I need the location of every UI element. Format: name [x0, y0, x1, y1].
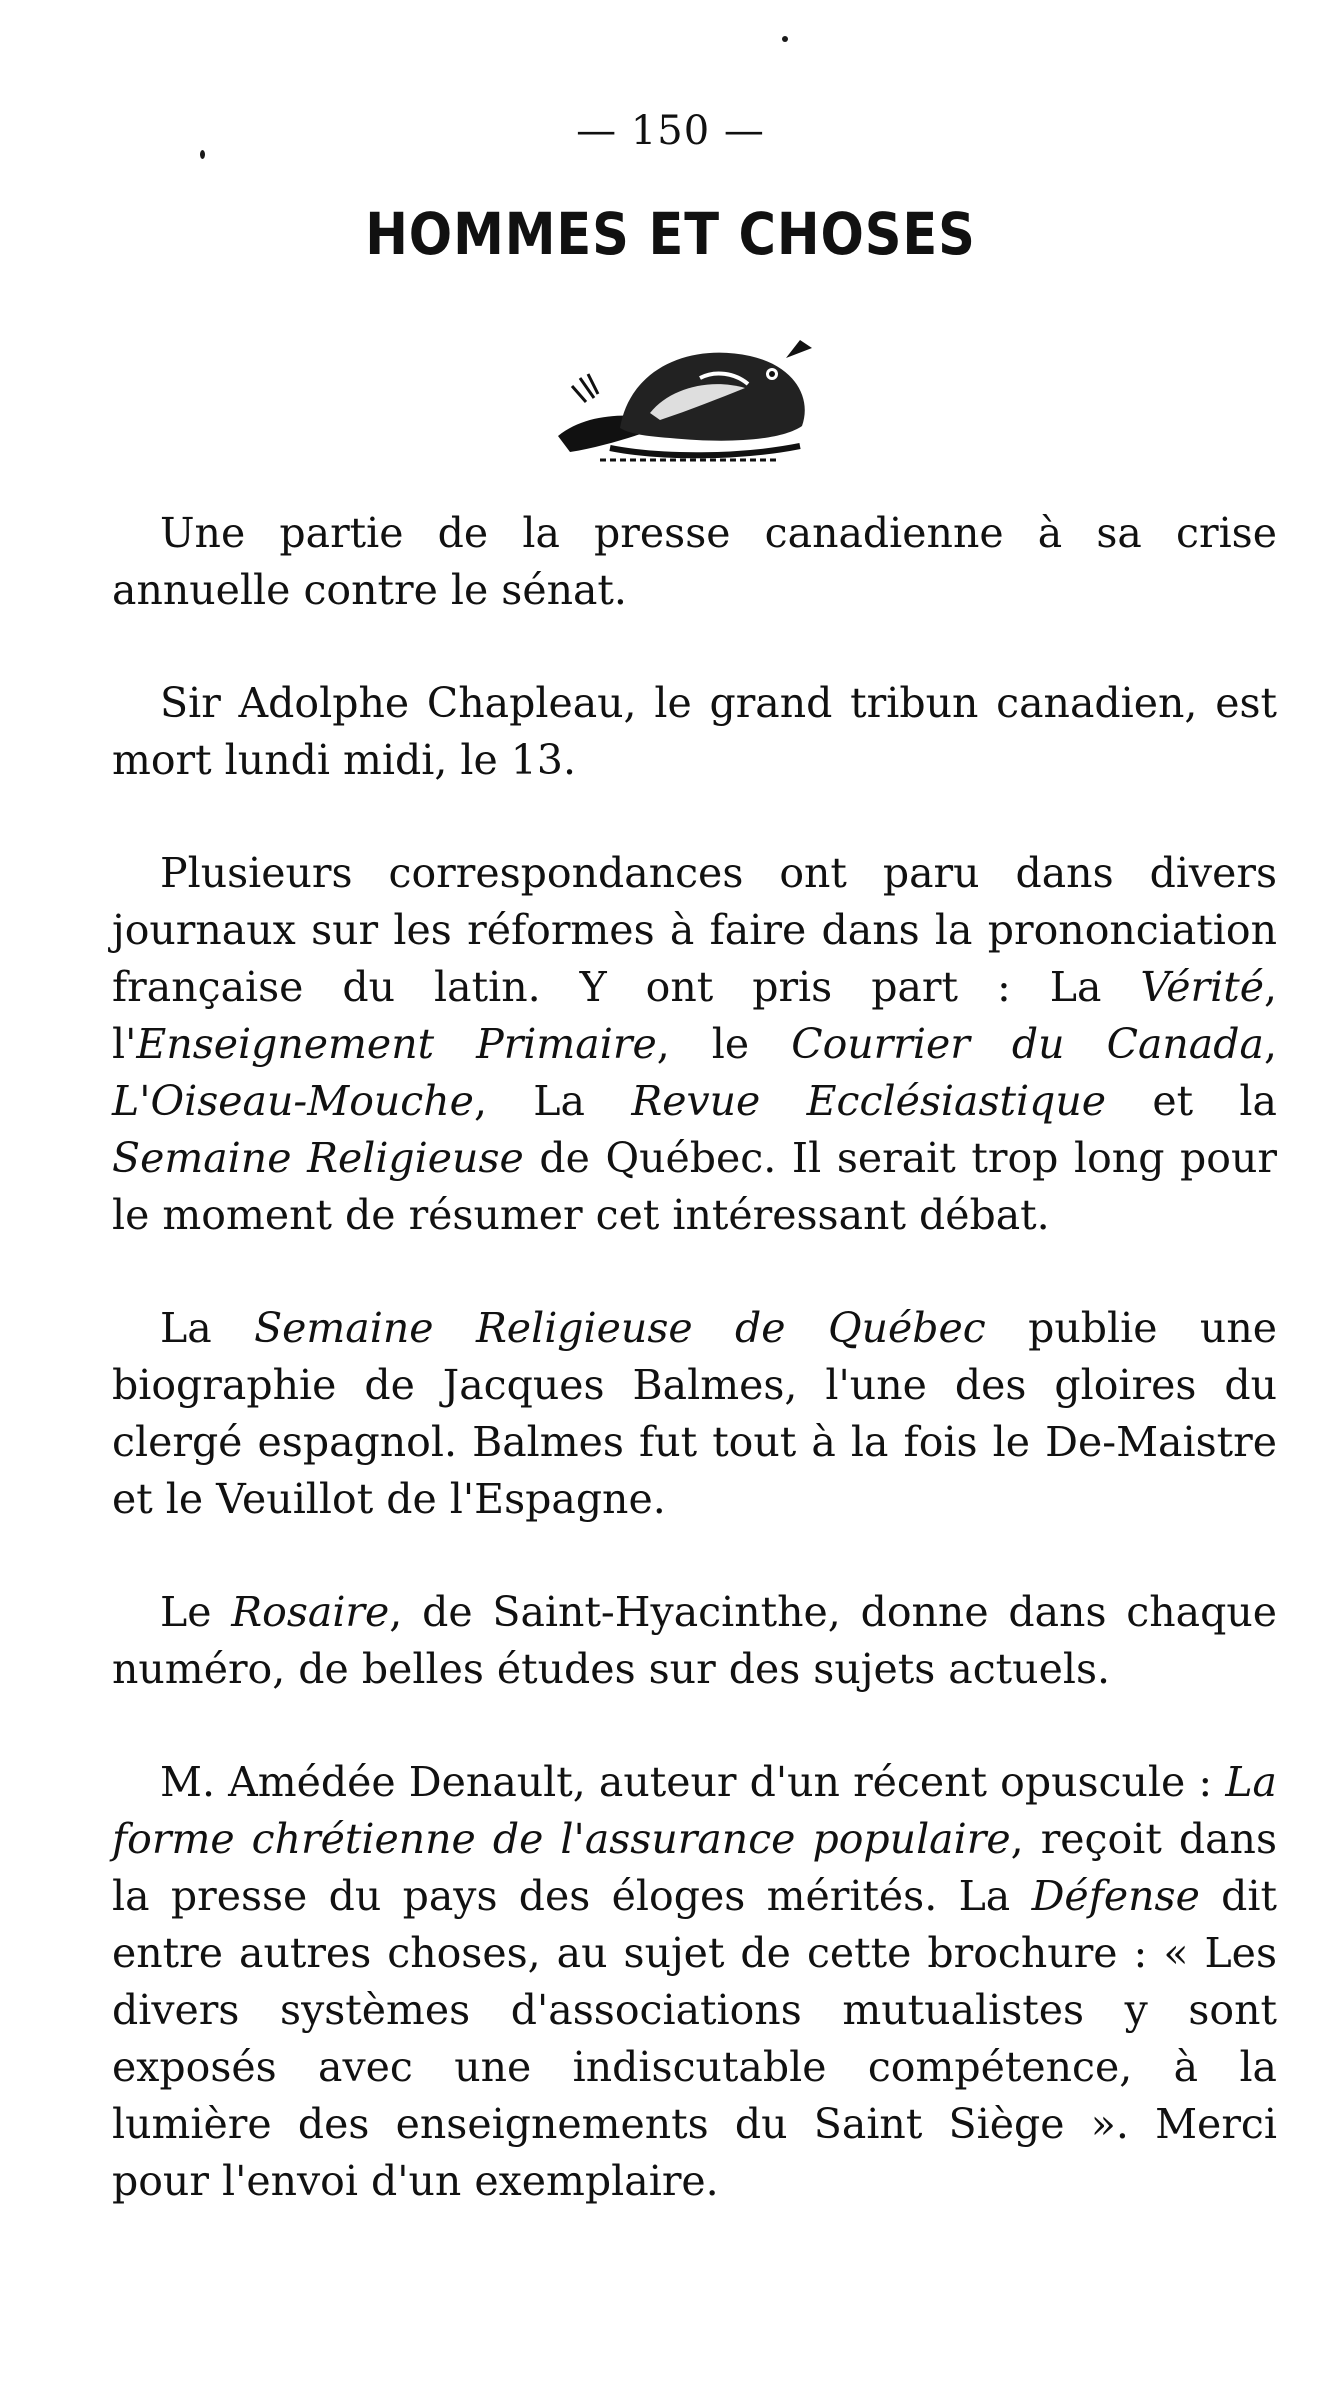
paragraph-denault: M. Amédée Denault, auteur d'un récent opuscule : La forme chrétienne de l'assurance populaire, reçoit dans la presse du pays des éloges mérités. La Défense dit entre autres choses, au sujet de cette brochure : « Les divers systèmes d'associations mutualistes y sont exposés avec une indiscutable compétence, à la lumière des enseignements du Saint Siège ». Merci pour l'envoi d'un exemplaire. [112, 1758, 1278, 2205]
print-speck [782, 36, 788, 42]
title-semaine-religieuse: Semaine Religieuse [112, 1134, 524, 1182]
title-courrier-du-canada: Courrier du Canada [791, 1020, 1264, 1068]
paragraph-chapleau: Sir Adolphe Chapleau, le grand tribun canadien, est mort lundi midi, le 13. [112, 679, 1277, 784]
paragraph-balmes: La Semaine Religieuse de Québec publie une biographie de Jacques Balmes, l'une des gloires du clergé espagnol. Balmes fut tout à la fois le De-Maistre et le Veuillot de l'Espagne. [112, 1304, 1277, 1523]
paragraph-senate: Une partie de la presse canadienne à sa crise annuelle contre le sénat. [112, 509, 1277, 614]
title-oiseau-mouche: L'Oiseau-Mouche [112, 1077, 474, 1125]
page-title: HOMMES ET CHOSES [365, 200, 976, 268]
title-forme-chretienne: La forme chrétienne de l'assurance populaire [112, 1758, 1277, 1863]
article-body [112, 505, 1277, 2266]
paragraph-rosaire: Le Rosaire, de Saint-Hyacinthe, donne dans chaque numéro, de belles études sur des sujets actuels. [112, 1588, 1277, 1693]
title-rosaire: Rosaire [231, 1588, 390, 1636]
title-defense: Défense [1031, 1872, 1200, 1920]
title-verite: Vérité [1140, 963, 1264, 1011]
title-semaine-religieuse-quebec: Semaine Religieuse de Québec [254, 1304, 986, 1352]
paragraph-latin-pronunciation: Plusieurs correspondances ont paru dans divers journaux sur les réformes à faire dans la prononciation française du latin. Y ont pris part : La Vérité, l'Enseignement Primaire, le Courrier du Canada, L'Oiseau-Mouche, La Revue Ecclésiastique et la Semaine Religieuse de Québec. Il serait trop long pour le moment de résumer cet intéressant débat. [112, 849, 1278, 1239]
page-number: — 150 — [576, 108, 765, 154]
title-revue-ecclesiastique: Revue Ecclésiastique [631, 1077, 1107, 1125]
title-enseignement-primaire: Enseignement Primaire [136, 1020, 657, 1068]
beaver-icon [550, 318, 820, 468]
